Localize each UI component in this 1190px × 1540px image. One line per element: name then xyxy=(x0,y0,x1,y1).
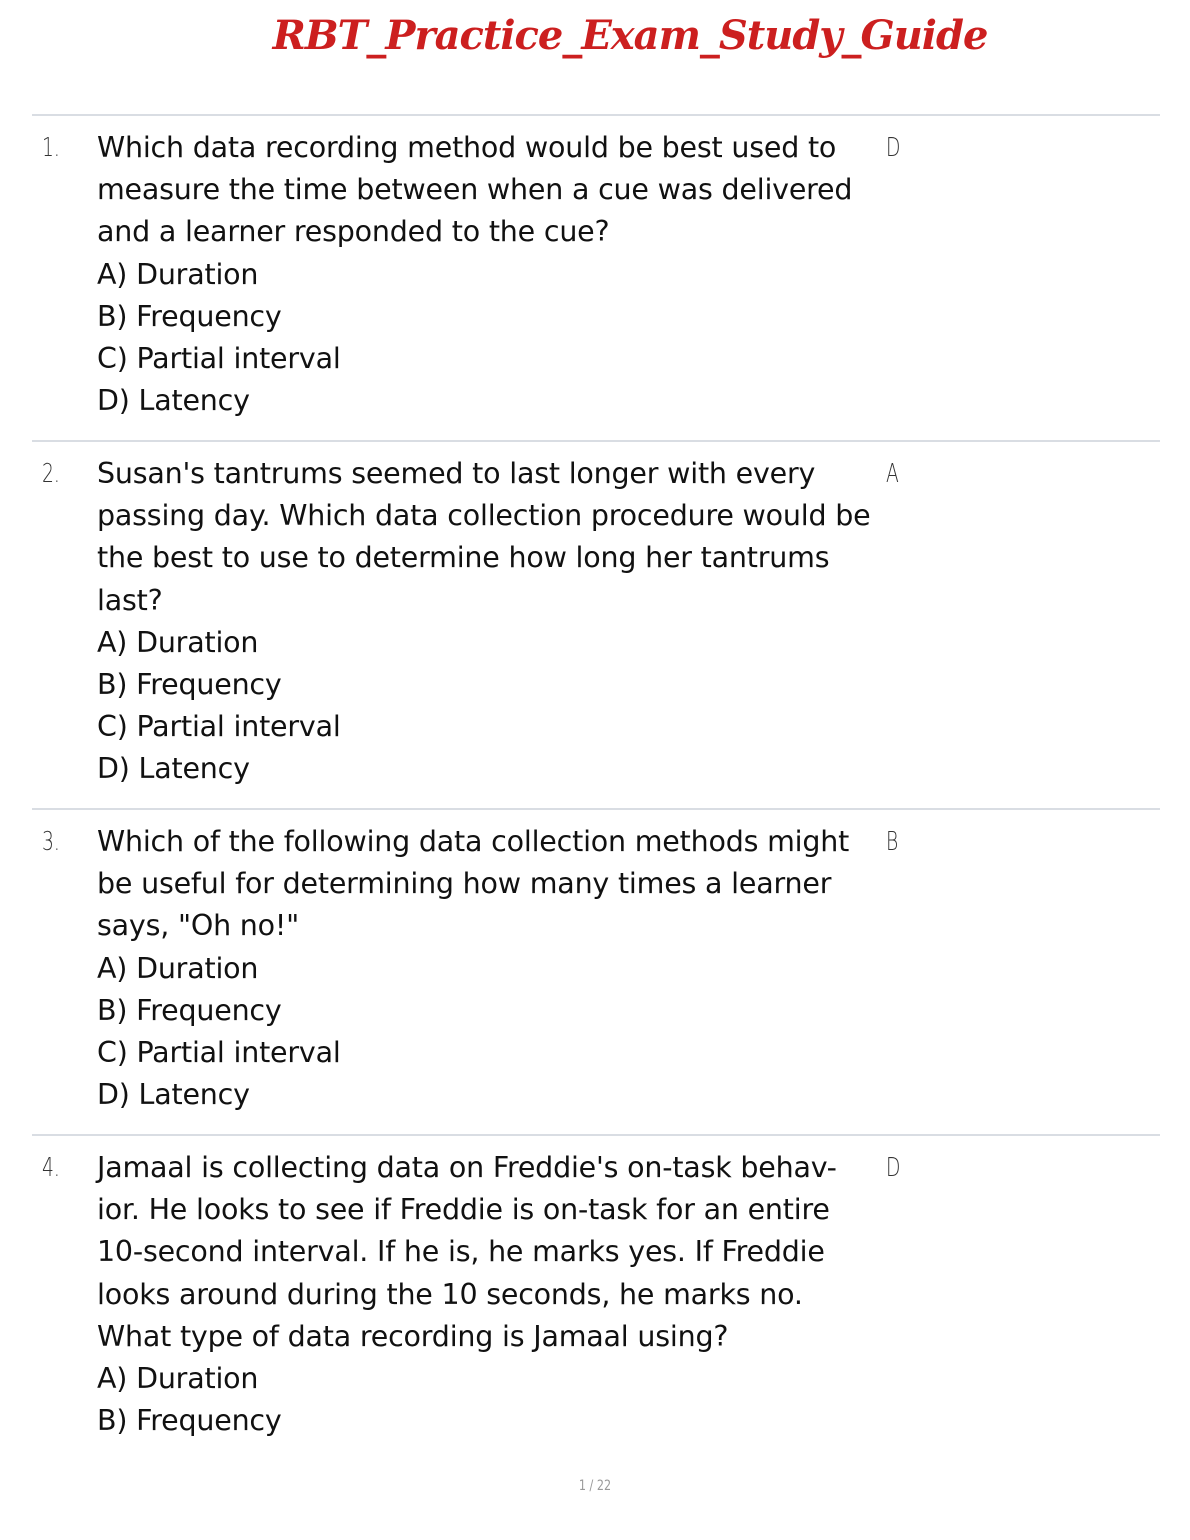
question-number: 4. xyxy=(42,1153,60,1183)
question-text: Which data recording method would be best used to measure the time between when a cue was delivered and a learner responded to the cue? xyxy=(97,131,853,249)
answer-key: D xyxy=(886,1153,901,1183)
option-a: A) Duration xyxy=(97,625,259,659)
option-d: D) Latency xyxy=(97,752,250,786)
divider xyxy=(32,808,1160,810)
question-number: 3. xyxy=(42,827,60,857)
question-body xyxy=(97,127,882,422)
divider xyxy=(32,114,1160,116)
question-body xyxy=(97,821,882,1116)
question-text: Which of the following data collection methods might be useful for determining how many times a learner says, "Oh no!" xyxy=(97,825,850,943)
option-b: B) Frequency xyxy=(97,668,282,702)
option-b: B) Frequency xyxy=(97,1404,282,1438)
option-d: D) Latency xyxy=(97,384,250,418)
option-c: C) Partial interval xyxy=(97,1036,341,1070)
document-title: RBT_Practice_Exam_Study_Guide xyxy=(272,12,988,59)
option-c: C) Partial interval xyxy=(97,342,341,376)
answer-key: B xyxy=(886,827,899,857)
question-text: Susan's tantrums seemed to last longer with every passing day. Which data collection procedure would be the best to use to determine how long her tantrums last? xyxy=(97,457,871,617)
question-body xyxy=(97,1147,882,1442)
answer-key: D xyxy=(886,133,901,163)
question-text: Jamaal is collecting data on Freddie's on-task behav- ior. He looks to see if Freddie is on-task for an entire 10-second interval. If he is, he marks yes. If Freddie looks around during the 10 seconds, he marks no. What type of data recording is Jamaal using? xyxy=(97,1151,837,1353)
option-b: B) Frequency xyxy=(97,993,282,1027)
option-c: C) Partial interval xyxy=(97,710,341,744)
option-a: A) Duration xyxy=(97,257,259,291)
option-a: A) Duration xyxy=(97,951,259,985)
page-indicator: 1 / 22 xyxy=(578,1478,612,1494)
divider xyxy=(32,440,1160,442)
divider xyxy=(32,1134,1160,1136)
question-number: 1. xyxy=(42,133,60,163)
option-b: B) Frequency xyxy=(97,299,282,333)
question-number: 2. xyxy=(42,459,60,489)
answer-key: A xyxy=(886,459,899,489)
question-body xyxy=(97,453,882,791)
option-a: A) Duration xyxy=(97,1362,259,1396)
option-d: D) Latency xyxy=(97,1078,250,1112)
